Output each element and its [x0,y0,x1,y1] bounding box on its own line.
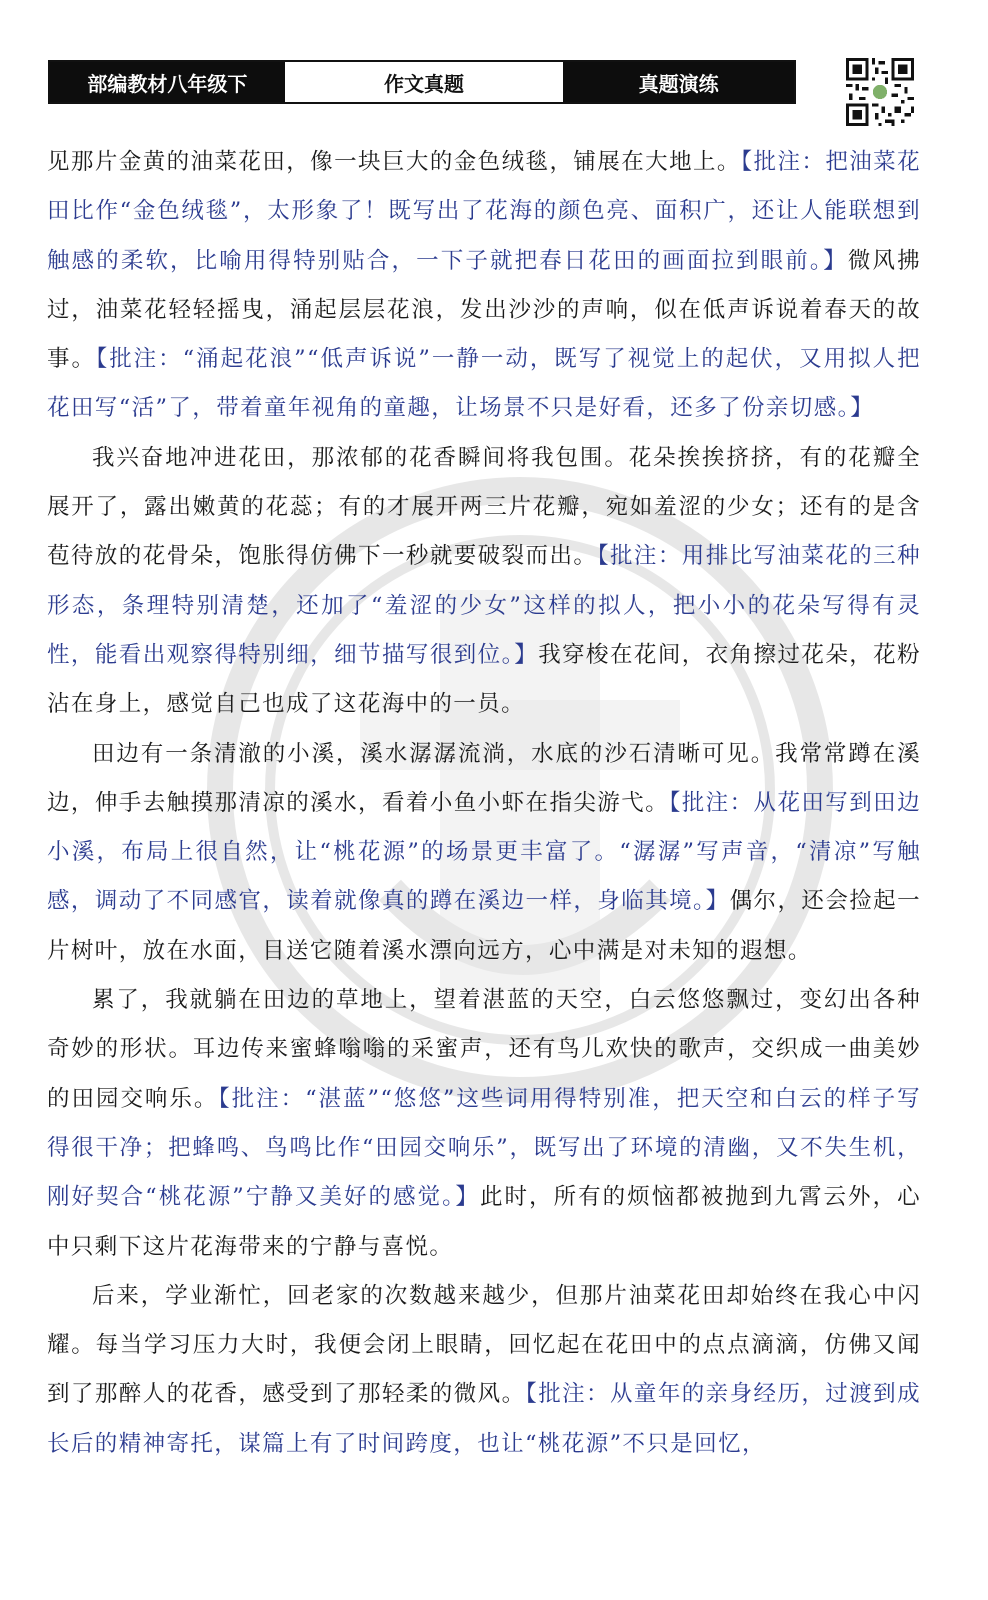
paragraph [47,138,921,434]
paragraph [47,1272,921,1469]
essay-text: 累了，我就躺在田边的草地上，望着湛蓝的天空，白云悠悠飘过，变幻出各种奇妙的形状。耳边传来蜜蜂嗡嗡的采蜜声，还有鸟儿欢快的歌声，交织成一曲美妙的田园交响乐。 [47,987,921,1112]
practice-label: 真题演练 [563,62,794,102]
annotation: 【批注：“涌起花浪”“低声诉说”一静一动，既写了视觉上的起伏，又用拟人把花田写“活”了，带着童年视角的童趣，让场景不只是好看，还多了份亲切感。】 [47,346,921,422]
essay-text: 我穿梭在花间，衣角擦过花朵，花粉沾在身上，感觉自己也成了这花海中的一员。 [47,641,921,718]
essay-text: 我兴奋地冲进花田，那浓郁的花香瞬间将我包围。花朵挨挨挤挤，有的花瓣全展开了，露出嫩黄的花蕊；有的才展开两三片花瓣，宛如羞涩的少女；还有的是含苞待放的花骨朵，饱胀得仿佛下一秒就要破裂而出。 [47,444,921,570]
section-title: 作文真题 [285,62,564,102]
essay-text: 偶尔，还会捡起一片树叶，放在水面，目送它随着溪水漂向远方，心中满是对未知的遐想。 [47,888,921,964]
annotation: 【批注：用排比写油菜花的三种形态，条理特别清楚，还加了“羞涩的少女”这样的拟人，把小小的花朵写得有灵性，能看出观察得特别细，细节描写很到位。】 [47,543,922,668]
paragraph [47,730,921,976]
annotation: 【批注：从花田写到田边小溪，布局上很自然，让“桃花源”的场景更丰富了。“潺潺”写声音，“清凉”写触感，调动了不同感官，读着就像真的蹲在溪边一样，身临其境。】 [47,789,921,915]
essay-text: 田边有一条清澈的小溪，溪水潺潺流淌，水底的沙石清晰可见。我常常蹲在溪边，伸手去触摸那清凉的溪水，看着小鱼小虾在指尖游弋。 [47,740,921,816]
header-bar [48,60,796,104]
grade-label: 部编教材八年级下 [50,62,285,102]
qr-code-icon [846,58,914,126]
paragraph [47,434,921,730]
essay-text: 后来，学业渐忙，回老家的次数越来越少，但那片油菜花田却始终在我心中闪耀。每当学习压力大时，我便会闭上眼睛，回忆起在花田中的点点滴滴，仿佛又闻到了那醉人的花香，感受到了那轻柔的微风。 [47,1282,921,1408]
paragraph [47,976,921,1272]
annotation: 【批注：“湛蓝”“悠悠”这些词用得特别准，把天空和白云的样子写得很干净；把蜂鸣、鸟鸣比作“田园交响乐”，既写出了环境的清幽，又不失生机，刚好契合“桃花源”宁静又美好的感觉。】 [47,1085,921,1211]
annotation: 【批注：从童年的亲身经历，过渡到成长后的精神寄托，谋篇上有了时间跨度，也让“桃花源”不只是回忆， [47,1381,921,1457]
essay-text: 见那片金黄的油菜花田，像一块巨大的金色绒毯，铺展在大地上。 [47,149,741,175]
essay-body [47,138,921,1469]
essay-text: 此时，所有的烦恼都被抛到九霄云外，心中只剩下这片花海带来的宁静与喜悦。 [47,1184,922,1260]
essay-text: 微风拂过，油菜花轻轻摇曳，涌起层层花浪，发出沙沙的声响，似在低声诉说着春天的故事。 [47,247,921,373]
annotation: 【批注：把油菜花田比作“金色绒毯”，太形象了！既写出了花海的颜色亮、面积广，还让人能联想到触感的柔软，比喻用得特别贴合，一下子就把春日花田的画面拉到眼前。】 [47,149,921,274]
